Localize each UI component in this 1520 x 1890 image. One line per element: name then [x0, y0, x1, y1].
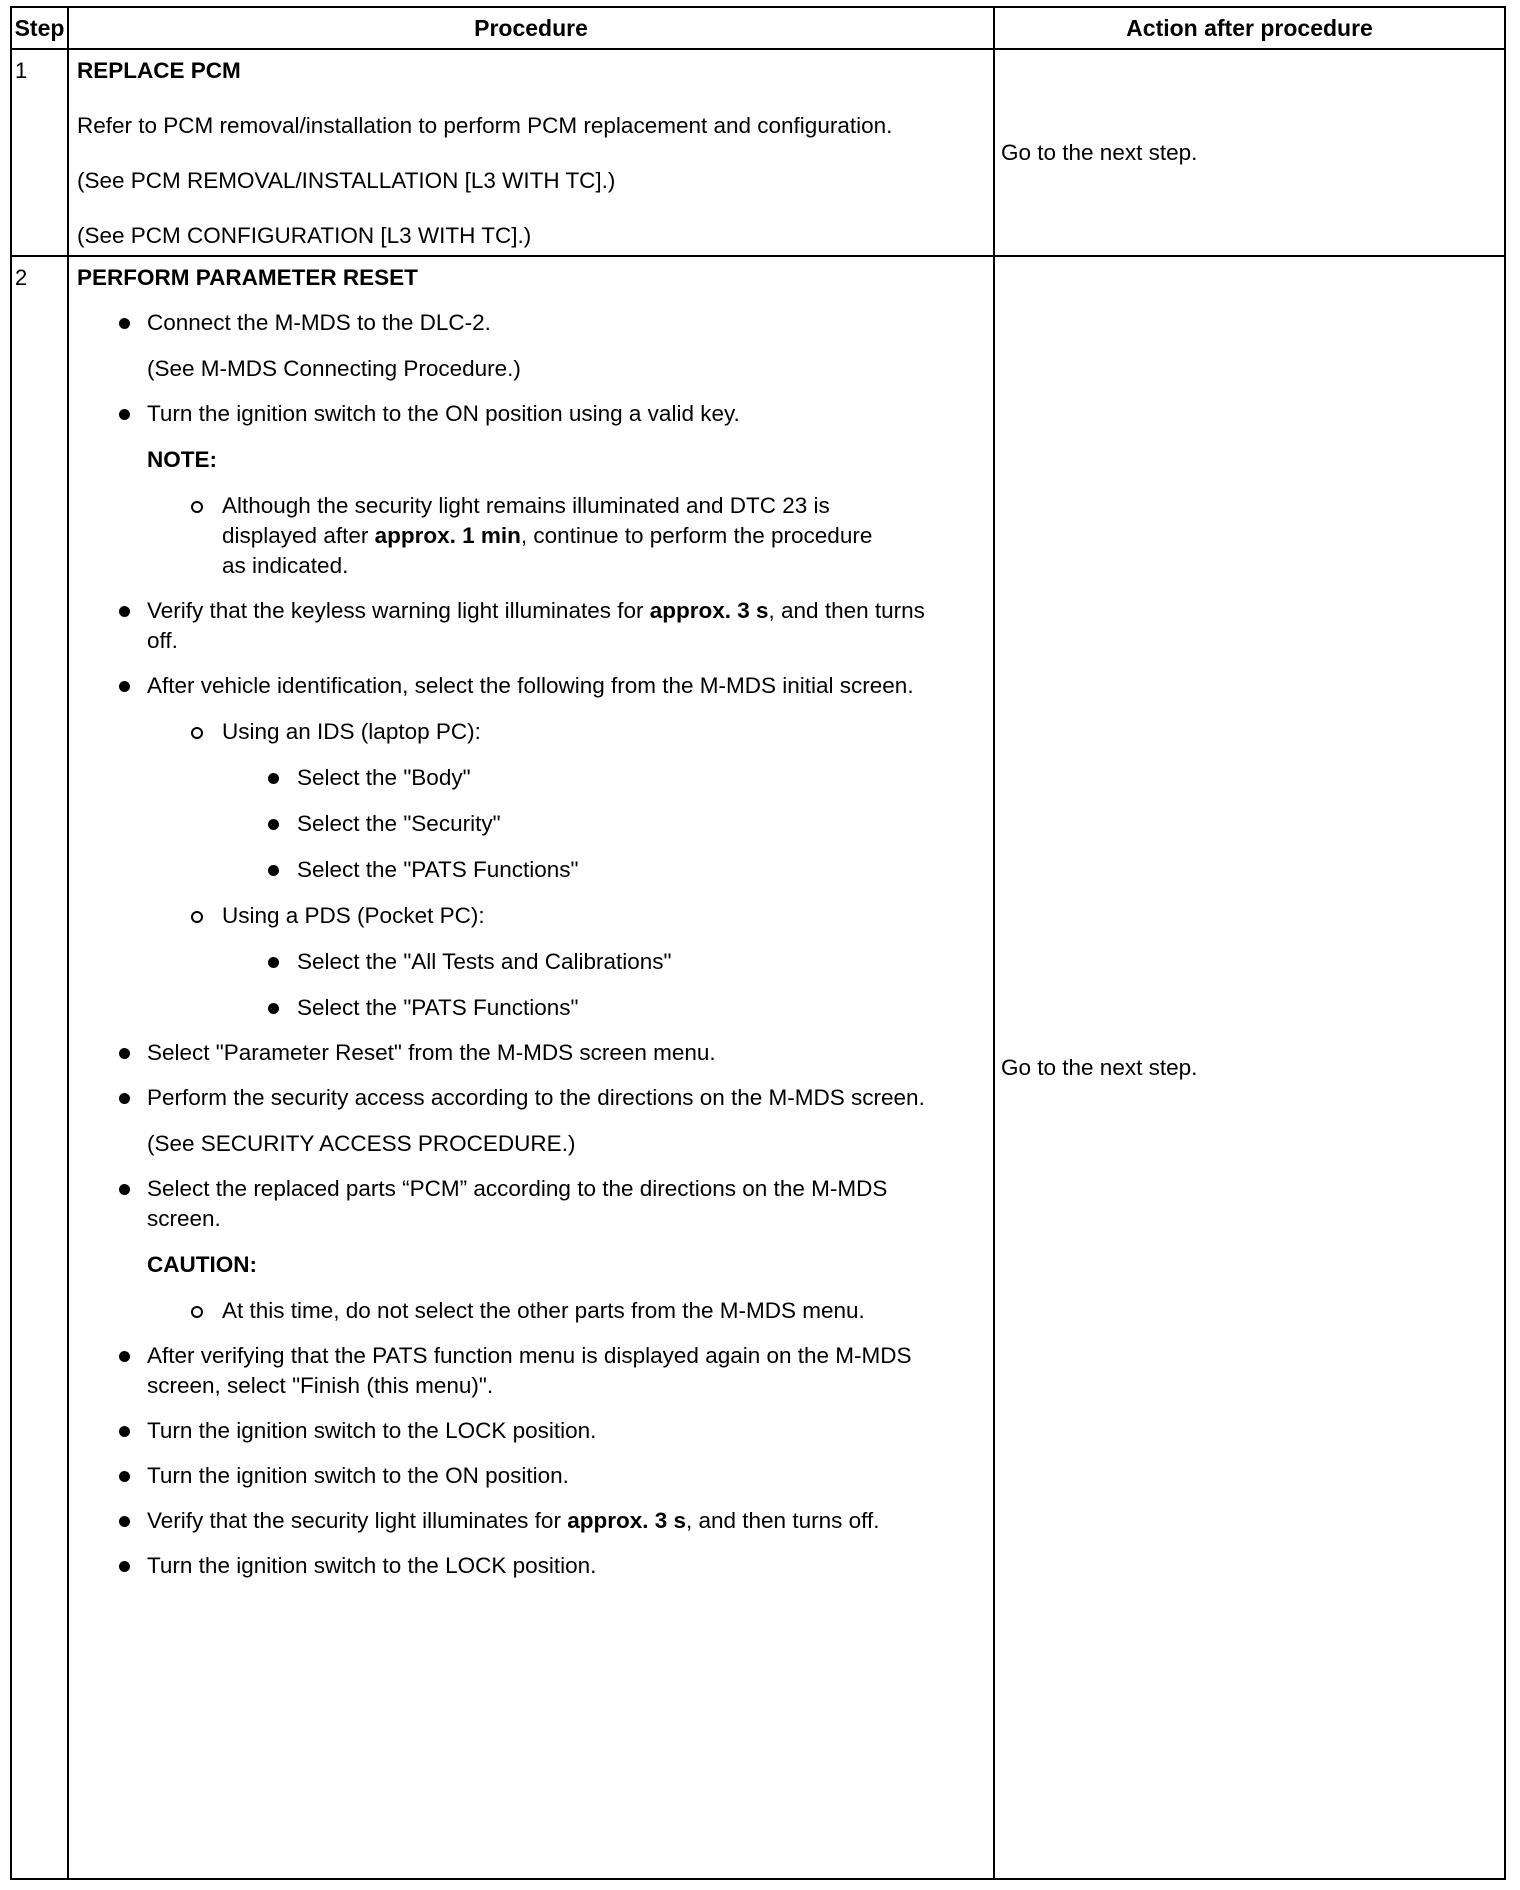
procedure-cell [68, 256, 994, 1879]
bullet-item: After verifying that the PATS function menu is displayed again on the M-MDS screen, select "Finish (this menu)". [147, 1341, 937, 1401]
procedure-line: (See PCM REMOVAL/INSTALLATION [L3 WITH TC].) [77, 168, 616, 193]
bullet-text-end: , and then turns off. [685, 1508, 880, 1533]
selection-item: Select the "PATS Functions" [297, 993, 927, 1023]
step-title: PERFORM PARAMETER RESET [77, 265, 418, 290]
tool-option-pds [222, 901, 927, 1023]
procedure-line: (See PCM CONFIGURATION [L3 WITH TC].) [77, 223, 532, 248]
reference-text: (See SECURITY ACCESS PROCEDURE.) [147, 1131, 576, 1156]
tool-option-list [147, 717, 927, 1023]
reference-text: (See M-MDS Connecting Procedure.) [147, 356, 521, 381]
bullet-text: Verify that the security light illuminates for [147, 1508, 568, 1533]
bullet-item: Turn the ignition switch to the LOCK position. [147, 1416, 957, 1446]
bullet-text: Select the replaced parts “PCM” according to the directions on the M-MDS screen. [147, 1176, 888, 1231]
bullet-item: Turn the ignition switch to the ON position. [147, 1461, 957, 1491]
caution-label: CAUTION: [147, 1252, 257, 1277]
bullet-item [147, 1174, 907, 1326]
procedure-cell [68, 49, 994, 256]
bullet-emphasis: approx. 3 s [567, 1508, 686, 1533]
bullet-text-end: , and then turns off. [147, 598, 925, 653]
bullet-item [147, 671, 927, 1023]
action-cell: Go to the next step. [994, 256, 1505, 1879]
note-text-end: , continue to perform the procedure as indicated. [222, 523, 873, 578]
step-number: 1 [11, 49, 68, 256]
bullet-text: Connect the M-MDS to the DLC-2. [147, 310, 491, 335]
selection-item: Select the "All Tests and Calibrations" [297, 947, 927, 977]
bullet-text: After vehicle identification, select the following from the M-MDS initial screen. [147, 673, 914, 698]
bullet-text: Turn the ignition switch to the ON position using a valid key. [147, 401, 740, 426]
bullet-text: Verify that the keyless warning light illuminates for [147, 598, 650, 623]
bullet-item [147, 1506, 957, 1536]
bullet-emphasis: approx. 3 s [649, 598, 769, 623]
bullet-item [147, 399, 957, 581]
ids-selection-list [222, 763, 927, 885]
step-number: 2 [11, 256, 68, 1879]
header-step: Step [11, 7, 68, 49]
step-row-2 [11, 256, 1505, 1879]
procedure-table [10, 6, 1506, 1880]
bullet-text: Perform the security access according to the directions on the M-MDS screen. [147, 1085, 925, 1110]
procedure-line: Refer to PCM removal/installation to perform PCM replacement and configuration. [77, 113, 893, 138]
tool-option-ids [222, 717, 927, 885]
note-item [222, 491, 902, 581]
selection-item: Select the "Security" [297, 809, 927, 839]
note-list [147, 491, 957, 581]
pds-selection-list [222, 947, 927, 1023]
bullet-item: Select "Parameter Reset" from the M-MDS screen menu. [147, 1038, 957, 1068]
step-title: REPLACE PCM [77, 58, 241, 83]
note-emphasis: approx. 1 min [374, 523, 521, 548]
action-cell: Go to the next step. [994, 49, 1505, 256]
note-label: NOTE: [147, 447, 217, 472]
caution-list [147, 1296, 907, 1326]
header-row [11, 7, 1505, 49]
step-row-1 [11, 49, 1505, 256]
option-label: Using a PDS (Pocket PC): [222, 903, 485, 928]
note-text: Although the security light remains illuminated and DTC 23 is displayed after [222, 493, 830, 548]
procedure-sheet [10, 6, 1506, 1880]
bullet-item [147, 1083, 937, 1159]
bullet-item: Turn the ignition switch to the LOCK position. [147, 1551, 957, 1581]
header-action: Action after procedure [994, 7, 1505, 49]
option-label: Using an IDS (laptop PC): [222, 719, 481, 744]
selection-item: Select the "PATS Functions" [297, 855, 927, 885]
caution-item: At this time, do not select the other parts from the M-MDS menu. [222, 1296, 982, 1326]
header-procedure: Procedure [68, 7, 994, 49]
bullet-item [147, 596, 957, 656]
procedure-bullet-list [77, 308, 985, 1581]
selection-item: Select the "Body" [297, 763, 927, 793]
bullet-item [147, 308, 957, 384]
